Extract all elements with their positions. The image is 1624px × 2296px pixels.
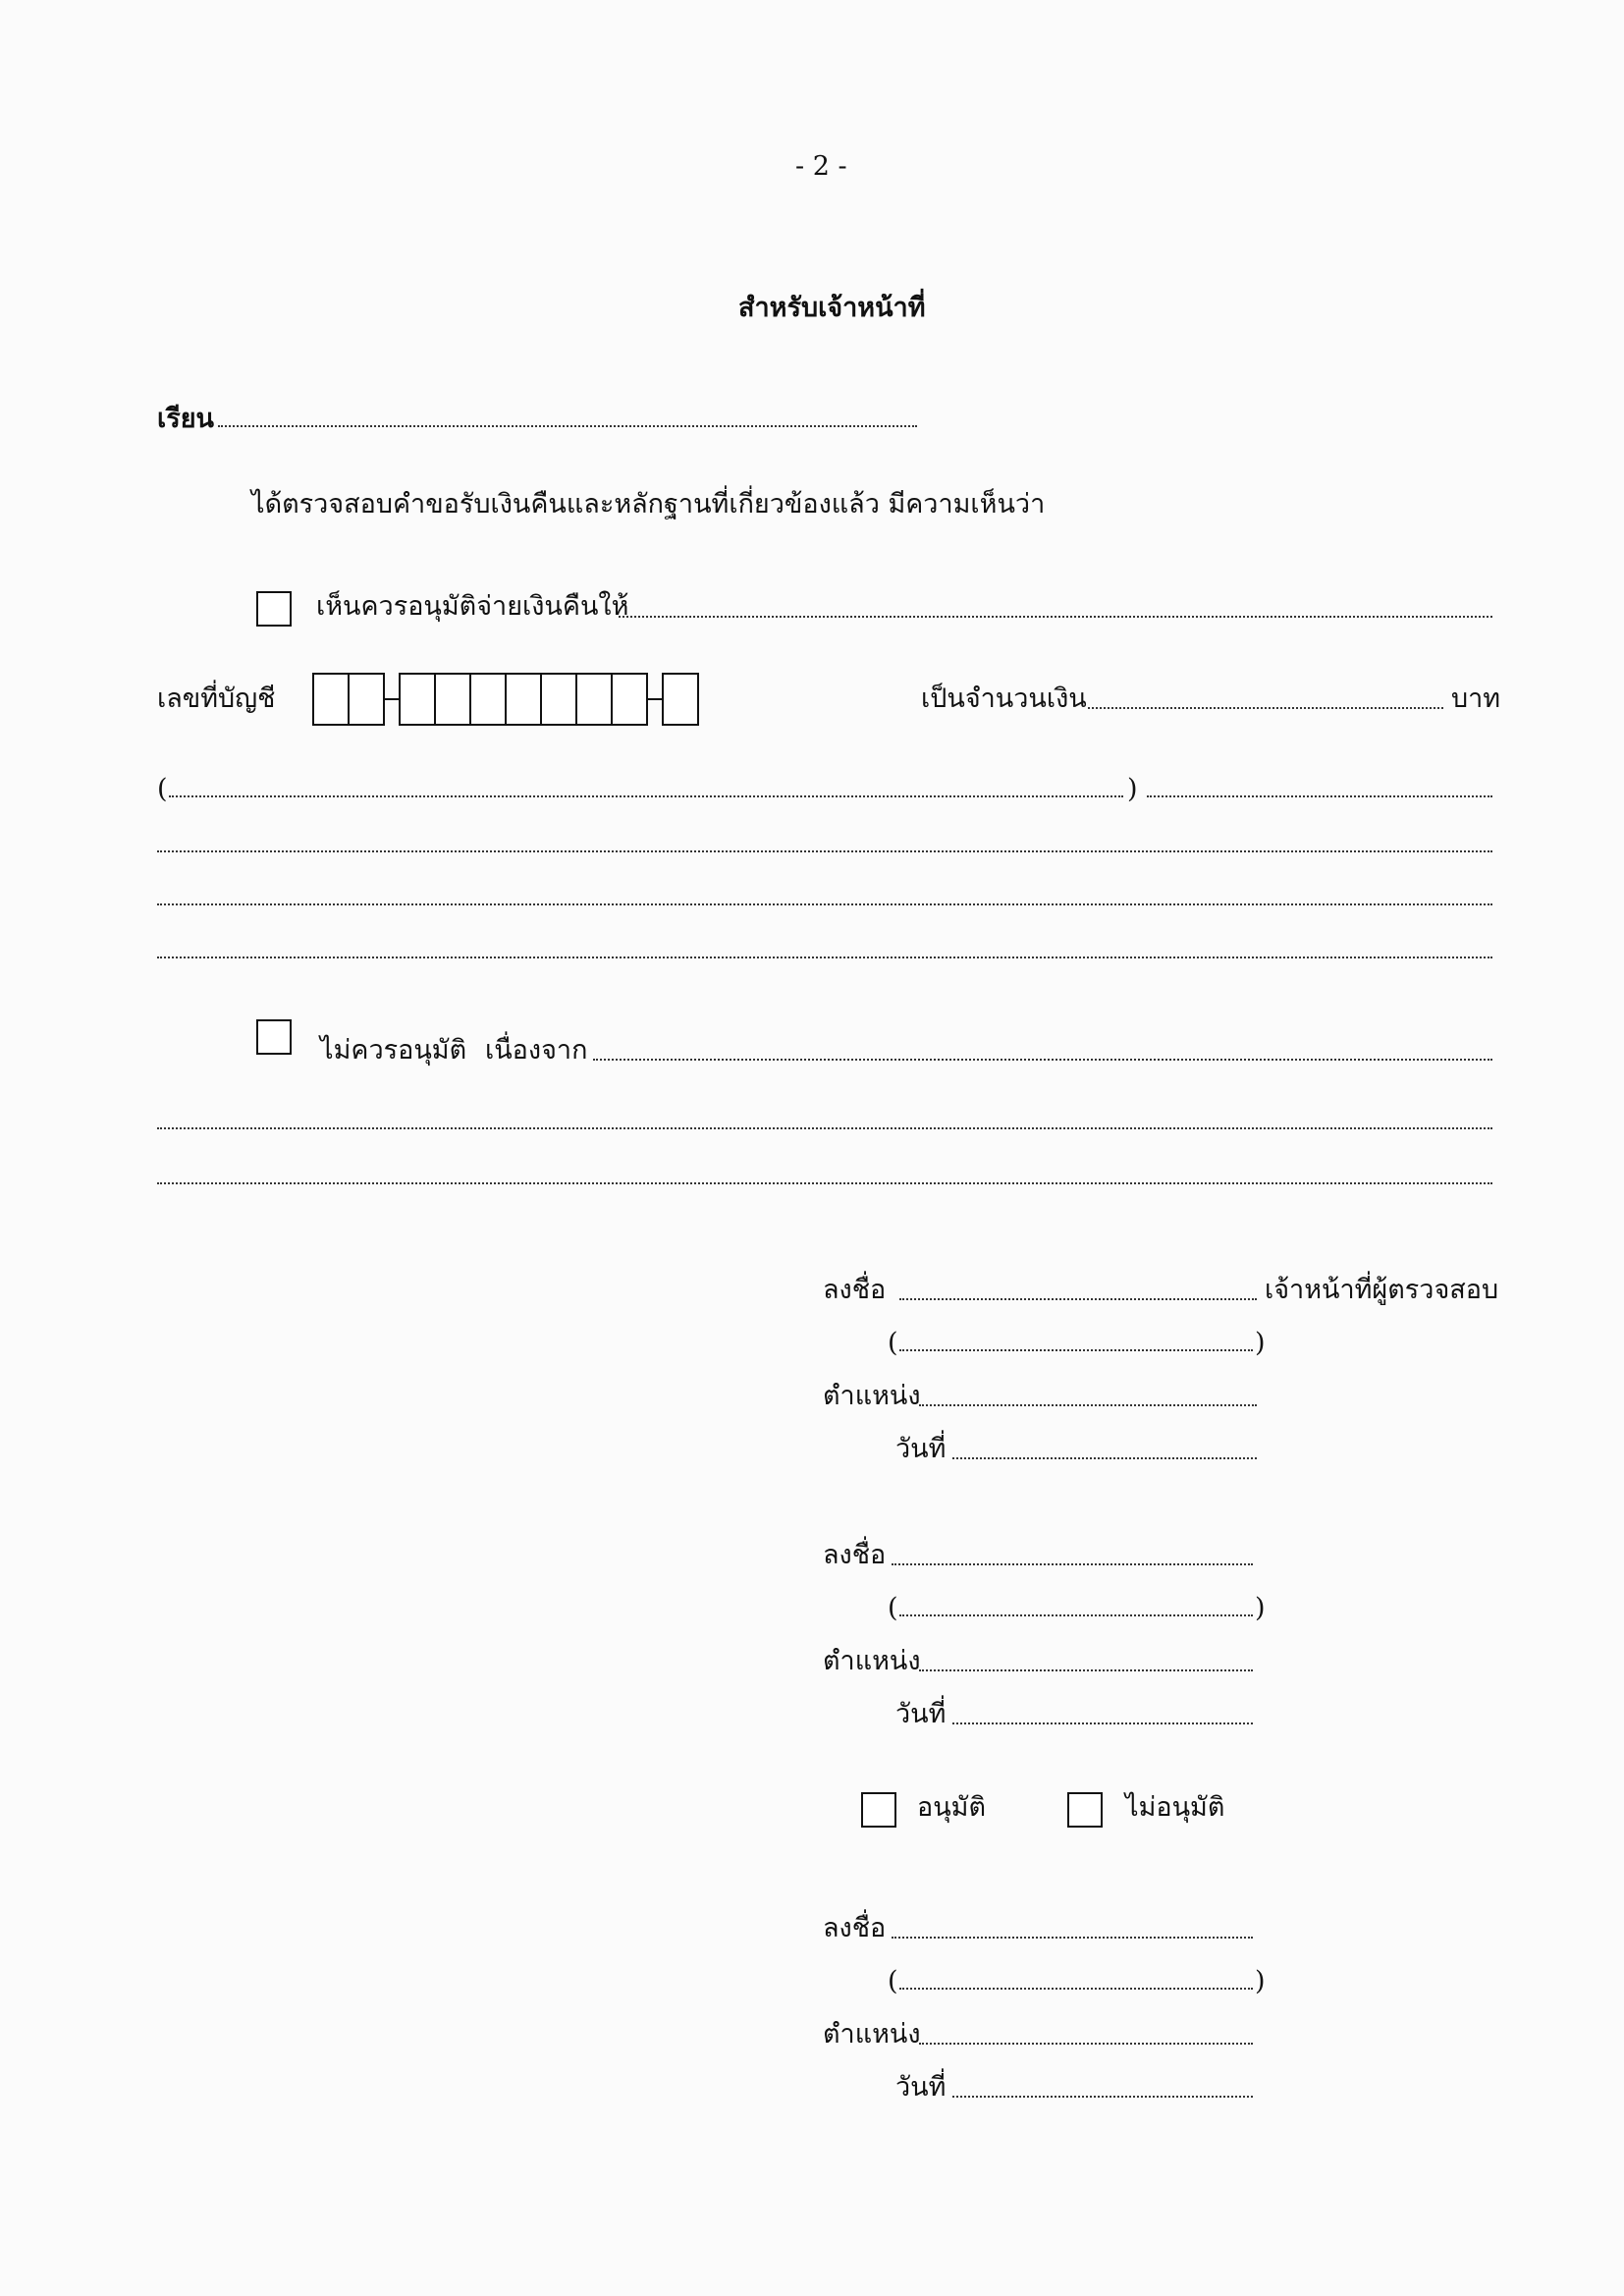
decision-approve-checkbox[interactable] (861, 1792, 896, 1828)
paren-open: ( (157, 774, 168, 804)
account-label: เลขที่บัญชี (157, 683, 276, 714)
amount-label: เป็นจำนวนเงิน (921, 683, 1087, 714)
signature-field[interactable] (892, 1937, 1253, 1939)
account-digit-box[interactable] (312, 673, 350, 726)
reason-label: เนื่องจาก (485, 1035, 588, 1066)
account-digit-box[interactable] (611, 673, 648, 726)
date-field[interactable] (952, 2096, 1253, 2098)
detail-line[interactable] (157, 850, 1492, 852)
decision-reject-label: ไม่อนุมัติ (1125, 1792, 1225, 1823)
date-field[interactable] (952, 1722, 1253, 1724)
paren-close: ) (1127, 774, 1138, 804)
date-label: วันที่ (895, 1699, 947, 1729)
account-digit-box[interactable] (399, 673, 436, 726)
amount-extra-field[interactable] (1147, 795, 1492, 797)
reason-field[interactable] (593, 1059, 1492, 1061)
position-label: ตำแหน่ง (823, 1646, 921, 1676)
approve-checkbox[interactable] (256, 591, 292, 627)
decision-reject-checkbox[interactable] (1067, 1792, 1103, 1828)
page-number: - 2 - (795, 151, 847, 182)
printed-name-field[interactable] (899, 1349, 1253, 1351)
payee-field[interactable] (619, 616, 1492, 618)
position-label: ตำแหน่ง (823, 2019, 921, 2050)
account-separator (385, 698, 399, 700)
currency-label: บาท (1451, 683, 1501, 714)
position-field[interactable] (919, 1669, 1253, 1671)
paren-close: ) (1255, 1328, 1266, 1358)
date-label: วันที่ (895, 1434, 947, 1464)
reason-line[interactable] (157, 1182, 1492, 1184)
paren-close: ) (1255, 1966, 1266, 1996)
account-digit-box[interactable] (540, 673, 577, 726)
to-label: เรียน (157, 404, 215, 434)
signature-field[interactable] (899, 1298, 1257, 1300)
reject-checkbox[interactable] (256, 1019, 292, 1055)
position-label: ตำแหน่ง (823, 1381, 921, 1411)
reject-option-label: ไม่ควรอนุมัติ (320, 1035, 467, 1066)
printed-name-field[interactable] (899, 1988, 1253, 1990)
account-digit-box[interactable] (505, 673, 542, 726)
amount-words-field[interactable] (169, 795, 1123, 797)
account-separator (648, 698, 662, 700)
detail-line[interactable] (157, 903, 1492, 905)
position-field[interactable] (919, 1404, 1257, 1406)
sign-label: ลงชื่อ (823, 1913, 887, 1943)
paren-close: ) (1255, 1593, 1266, 1623)
account-digit-box[interactable] (662, 673, 699, 726)
paren-open: ( (888, 1966, 898, 1996)
account-digit-box[interactable] (348, 673, 385, 726)
sign-label: ลงชื่อ (823, 1540, 887, 1570)
to-field[interactable] (218, 425, 917, 427)
account-digit-box[interactable] (434, 673, 471, 726)
detail-line[interactable] (157, 957, 1492, 958)
amount-field[interactable] (1088, 707, 1443, 709)
reason-line[interactable] (157, 1127, 1492, 1129)
account-number-boxes[interactable] (312, 673, 731, 726)
section-title: สำหรับเจ้าหน้าที่ (738, 293, 926, 323)
decision-approve-label: อนุมัติ (917, 1792, 987, 1823)
date-label: วันที่ (895, 2072, 947, 2103)
position-field[interactable] (919, 2043, 1253, 2045)
date-field[interactable] (952, 1457, 1257, 1459)
approve-option-label: เห็นควรอนุมัติจ่ายเงินคืนให้ (316, 591, 629, 622)
signer-role: เจ้าหน้าที่ผู้ตรวจสอบ (1265, 1275, 1499, 1305)
account-digit-box[interactable] (469, 673, 507, 726)
signature-field[interactable] (892, 1563, 1253, 1565)
intro-text: ได้ตรวจสอบคำขอรับเงินคืนและหลักฐานที่เกี่ยวข้องแล้ว มีความเห็นว่า (251, 489, 1046, 519)
account-digit-box[interactable] (575, 673, 613, 726)
paren-open: ( (888, 1328, 898, 1358)
printed-name-field[interactable] (899, 1614, 1253, 1616)
paren-open: ( (888, 1593, 898, 1623)
sign-label: ลงชื่อ (823, 1275, 887, 1305)
